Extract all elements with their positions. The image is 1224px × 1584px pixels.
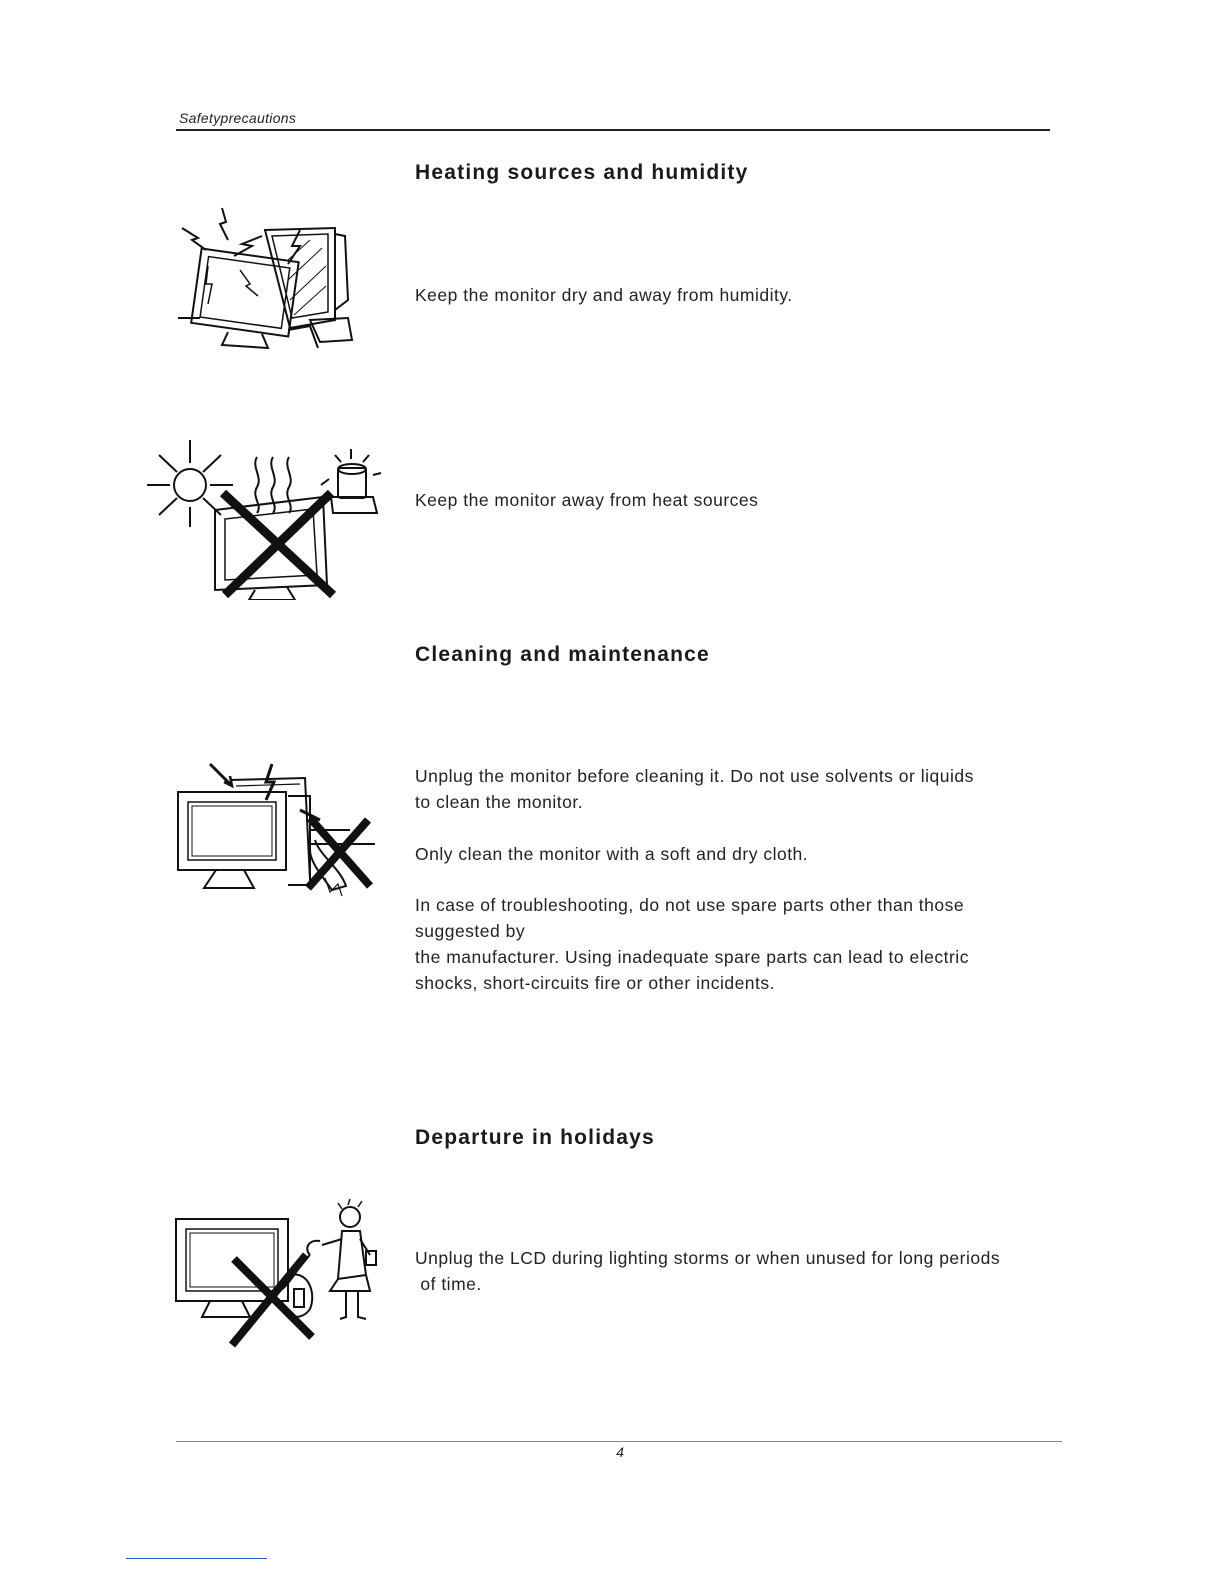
cleaning-p3-line-4: shocks, short-circuits fire or other incidents. <box>415 973 776 993</box>
holidays-text <box>415 1245 1055 1297</box>
cleaning-p3-line-1: In case of troubleshooting, do not use spare parts other than those <box>415 895 965 915</box>
heading-heating-humidity: Heating sources and humidity <box>415 161 749 184</box>
heat-sources-illustration <box>145 435 385 600</box>
running-header: Safetyprecautions <box>179 110 297 126</box>
cleaning-paragraph-1 <box>415 763 1055 815</box>
footnote-link-rule <box>126 1558 267 1559</box>
cleaning-p1-line-1: Unplug the monitor before cleaning it. Do not use solvents or liquids <box>415 766 974 786</box>
holidays-line-1: Unplug the LCD during lighting storms or when unused for long periods <box>415 1248 1001 1268</box>
holidays-line-2: of time. <box>415 1274 482 1294</box>
cleaning-paragraph-2: Only clean the monitor with a soft and dry cloth. <box>415 844 809 864</box>
cleaning-monitor-illustration <box>170 760 385 900</box>
cleaning-p3-line-2: suggested by <box>415 921 526 941</box>
heat-text: Keep the monitor away from heat sources <box>415 490 759 510</box>
cleaning-paragraph-3 <box>415 892 1055 996</box>
heading-holidays: Departure in holidays <box>415 1126 655 1149</box>
footer-rule <box>176 1441 1062 1442</box>
humidity-monitor-illustration <box>170 200 385 350</box>
unplug-holiday-illustration <box>170 1195 385 1350</box>
page-number: 4 <box>616 1444 624 1460</box>
cleaning-p1-line-2: to clean the monitor. <box>415 792 584 812</box>
humidity-text: Keep the monitor dry and away from humidity. <box>415 285 793 305</box>
heading-cleaning: Cleaning and maintenance <box>415 643 710 666</box>
cleaning-p3-line-3: the manufacturer. Using inadequate spare parts can lead to electric <box>415 947 969 967</box>
header-rule <box>176 129 1050 131</box>
